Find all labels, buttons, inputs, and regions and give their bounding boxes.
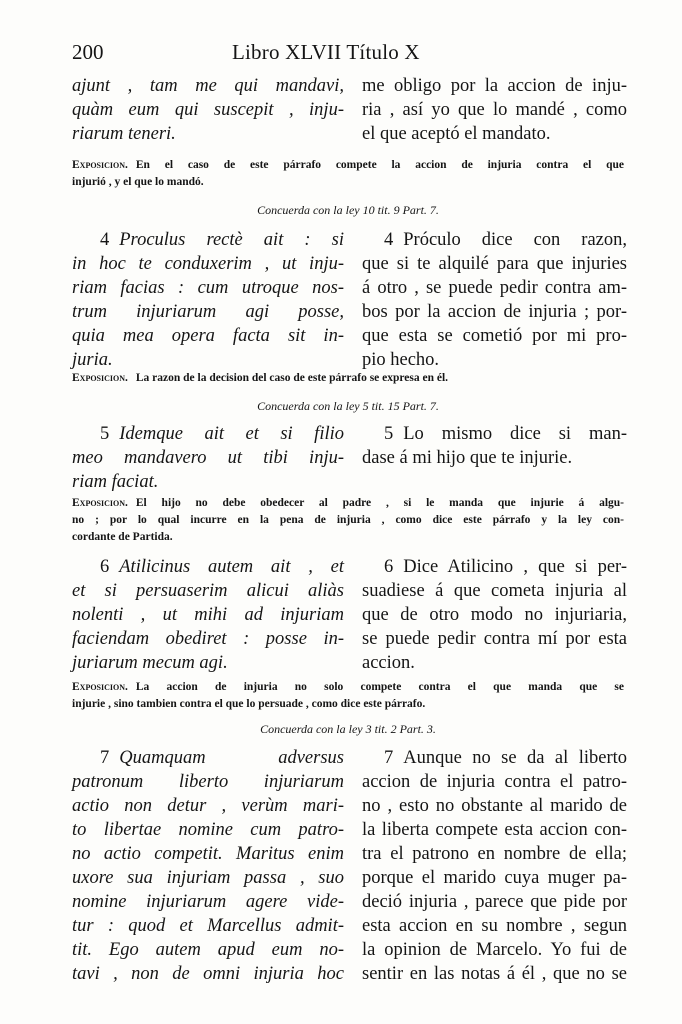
spanish-line: suadiese á que cometa injuria al <box>362 581 627 601</box>
section-6-latin <box>72 555 344 675</box>
latin-line: faciendam obediret : posse in- <box>72 629 344 649</box>
section-5-latin <box>72 422 344 494</box>
latin-line: et si persuaserim alicui aliàs <box>72 581 344 601</box>
spanish-line: pio hecho. <box>362 350 440 370</box>
exposicion-2 <box>72 370 624 387</box>
spanish-line: accion. <box>362 653 415 673</box>
concordance-3: Concuerda con la ley 3 tit. 2 Part. 3. <box>260 722 436 736</box>
intro-latin <box>72 74 344 146</box>
spanish-line: á otro , se puede pedir contra am- <box>362 278 627 298</box>
latin-line: Quamquam adversus <box>119 748 344 768</box>
page-header <box>72 40 624 70</box>
exposicion-text: no ; por lo qual incurre en la pena de injuria , como dice este párrafo y la ley con- <box>72 514 624 526</box>
spanish-line: sentir en las notas á él , que no se <box>362 964 627 984</box>
spanish-line: que de otro modo no injuriaria, <box>362 605 627 625</box>
exposicion-text: injurie , sino tambien contra el que lo persuade , como dice este párrafo. <box>72 698 426 710</box>
spanish-line: esta accion en su nombre , segun <box>362 916 627 936</box>
latin-line: nolenti , ut mihi ad injuriam <box>72 605 344 625</box>
exposicion-text: La razon de la decision del caso de este párrafo se expresa en él. <box>135 372 449 384</box>
latin-line: riam faciat. <box>72 472 159 492</box>
spanish-line: no , esto no obstante al marido de <box>362 796 627 816</box>
spanish-line: Próculo dice con razon, <box>403 230 627 250</box>
latin-line: juriarum mecum agi. <box>72 653 228 673</box>
latin-line: Idemque ait et si filio <box>119 424 344 444</box>
latin-line: quia mea opera facta sit in- <box>72 326 344 346</box>
exposicion-4 <box>72 679 624 713</box>
running-title: Libro XLVII Título X <box>232 40 420 64</box>
spanish-line: se puede pedir contra mí por esta <box>362 629 627 649</box>
latin-line: tur : quod et Marcellus admit- <box>72 916 344 936</box>
latin-line: actio non detur , verùm mari- <box>72 796 344 816</box>
latin-line: nomine injuriarum agere vide- <box>72 892 344 912</box>
page-number: 200 <box>72 40 104 64</box>
section-number: 6 <box>384 557 394 577</box>
exposicion-label: Exposicion. <box>72 372 128 384</box>
spanish-line: deció injuria , parece que pide por <box>362 892 627 912</box>
latin-line: trum injuriarum agi posse, <box>72 302 344 322</box>
latin-line: riam facias : cum utroque nos- <box>72 278 344 298</box>
concordance-1: Concuerda con la ley 10 tit. 9 Part. 7. <box>257 203 439 217</box>
latin-line: patronum liberto injuriarum <box>72 772 344 792</box>
latin-line: quàm eum qui suscepit , inju- <box>72 100 344 120</box>
latin-line: tavi , non de omni injuria hoc <box>72 964 344 984</box>
latin-line: in hoc te conduxerim , ut inju- <box>72 254 344 274</box>
section-number: 5 <box>100 424 110 444</box>
exposicion-label: Exposicion. <box>72 497 128 509</box>
section-number: 7 <box>384 748 394 768</box>
section-number: 4 <box>100 230 110 250</box>
section-7-spanish <box>362 746 627 986</box>
latin-line: ajunt , tam me qui mandavi, <box>72 76 344 96</box>
section-5-spanish <box>362 422 627 470</box>
latin-line: no actio competit. Maritus enim <box>72 844 344 864</box>
exposicion-text: cordante de Partida. <box>72 531 173 543</box>
spanish-line: accion de injuria contra el patro- <box>362 772 627 792</box>
latin-line: meo mandavero ut tibi inju- <box>72 448 344 468</box>
exposicion-text: En el caso de este párrafo compete la accion de injuria contra el que <box>135 159 624 171</box>
spanish-line: bos por la accion de injuria ; por- <box>362 302 627 322</box>
spanish-line: la liberta compete esta accion con- <box>362 820 627 840</box>
spanish-line: porque el marido cuya muger pa- <box>362 868 627 888</box>
latin-line: tit. Ego autem apud eum no- <box>72 940 344 960</box>
exposicion-text: injurió , y el que lo mandó. <box>72 176 204 188</box>
latin-line: uxore sua injuriam passa , suo <box>72 868 344 888</box>
latin-line: riarum teneri. <box>72 124 176 144</box>
exposicion-label: Exposicion. <box>72 159 128 171</box>
section-6-spanish <box>362 555 627 675</box>
spanish-line: Dice Atilicino , que si per- <box>403 557 627 577</box>
spanish-line: la opinion de Marcelo. Yo fui de <box>362 940 627 960</box>
section-number: 6 <box>100 557 110 577</box>
exposicion-text: La accion de injuria no solo compete contra el que manda que se <box>135 681 624 693</box>
section-number: 5 <box>384 424 394 444</box>
spanish-line: Lo mismo dice si man- <box>403 424 627 444</box>
section-number: 4 <box>384 230 394 250</box>
spanish-line: el que aceptó el mandato. <box>362 124 551 144</box>
latin-line: to libertae nomine cum patro- <box>72 820 344 840</box>
exposicion-text: El hijo no debe obedecer al padre , si le manda que injurie á algu- <box>135 497 624 509</box>
latin-line: juria. <box>72 350 113 370</box>
section-number: 7 <box>100 748 110 768</box>
spanish-line: que si te alquilé para que injuries <box>362 254 627 274</box>
concordance-2: Concuerda con la ley 5 tit. 15 Part. 7. <box>257 399 439 413</box>
spanish-line: me obligo por la accion de inju- <box>362 76 627 96</box>
latin-line: Atilicinus autem ait , et <box>119 557 344 577</box>
spanish-line: ria , así yo que lo mandé , como <box>362 100 627 120</box>
spanish-line: dase á mi hijo que te injurie. <box>362 448 573 468</box>
latin-line: Proculus rectè ait : si <box>119 230 344 250</box>
exposicion-3 <box>72 495 624 546</box>
section-4-spanish <box>362 228 627 372</box>
spanish-line: que esta se cometió por mi pro- <box>362 326 627 346</box>
intro-spanish <box>362 74 627 146</box>
exposicion-1 <box>72 157 624 191</box>
spanish-line: Aunque no se da al liberto <box>403 748 627 768</box>
section-4-latin <box>72 228 344 372</box>
spanish-line: tra el patrono en nombre de ella; <box>362 844 627 864</box>
exposicion-label: Exposicion. <box>72 681 128 693</box>
section-7-latin <box>72 746 344 986</box>
